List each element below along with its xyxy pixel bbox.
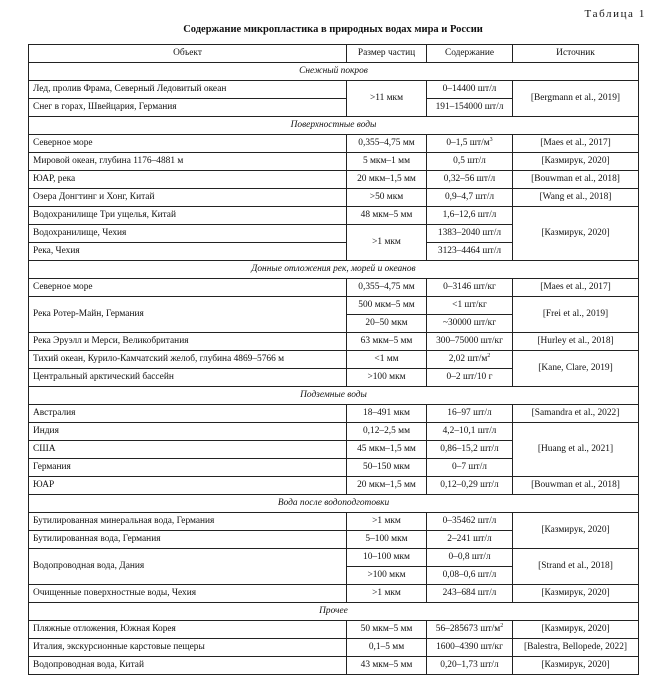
cell-content: 0–3146 шт/кг — [427, 279, 513, 297]
cell-size: 0,1–5 мм — [347, 639, 427, 657]
unit-exponent: 3 — [489, 136, 493, 143]
cell-content: 300–75000 шт/кг — [427, 333, 513, 351]
cell-source: [Huang et al., 2021] — [513, 423, 639, 477]
cell-source: [Казмирук, 2020] — [513, 621, 639, 639]
table-row — [29, 171, 639, 189]
section-title: Донные отложения рек, морей и океанов — [29, 261, 639, 279]
cell-object: ЮАР — [29, 477, 347, 495]
cell-content: 0,5 шт/л — [427, 153, 513, 171]
cell-size: 5 мкм–1 мм — [347, 153, 427, 171]
table-row — [29, 549, 639, 567]
section-title: Прочее — [29, 603, 639, 621]
cell-object: Мировой океан, глубина 1176–4881 м — [29, 153, 347, 171]
cell-source: [Hurley et al., 2018] — [513, 333, 639, 351]
section-row — [29, 117, 639, 135]
cell-source: [Balestra, Bellopede, 2022] — [513, 639, 639, 657]
content-value: 56–285673 шт/м — [435, 624, 501, 634]
cell-content: 16–97 шт/л — [427, 405, 513, 423]
cell-content: 2–241 шт/л — [427, 531, 513, 549]
table-row — [29, 153, 639, 171]
cell-size: 500 мкм–5 мм — [347, 297, 427, 315]
table-row — [29, 405, 639, 423]
cell-content: 191–154000 шт/л — [427, 99, 513, 117]
cell-source: [Казмирук, 2020] — [513, 657, 639, 675]
cell-size: 43 мкм–5 мм — [347, 657, 427, 675]
cell-content — [427, 351, 513, 369]
table-row — [29, 513, 639, 531]
table-row — [29, 81, 639, 99]
cell-size: 5–100 мкм — [347, 531, 427, 549]
cell-size: 0,12–2,5 мм — [347, 423, 427, 441]
cell-size: 0,355–4,75 мм — [347, 279, 427, 297]
cell-object: Индия — [29, 423, 347, 441]
cell-size: 0,355–4,75 мм — [347, 135, 427, 153]
table-row — [29, 189, 639, 207]
cell-size: 63 мкм–5 мм — [347, 333, 427, 351]
cell-content: 1600–4390 шт/кг — [427, 639, 513, 657]
cell-content: 0–35462 шт/л — [427, 513, 513, 531]
section-row — [29, 495, 639, 513]
cell-size: 20 мкм–1,5 мм — [347, 477, 427, 495]
cell-object: США — [29, 441, 347, 459]
section-title: Вода после водоподготовки — [29, 495, 639, 513]
cell-size: <1 мм — [347, 351, 427, 369]
cell-object: Лед, пролив Фрама, Северный Ледовитый океан — [29, 81, 347, 99]
table-row — [29, 423, 639, 441]
cell-size: 20 мкм–1,5 мм — [347, 171, 427, 189]
section-row — [29, 63, 639, 81]
cell-source: [Samandra et al., 2022] — [513, 405, 639, 423]
unit-exponent: 2 — [500, 622, 504, 629]
cell-object: Очищенные поверхностные воды, Чехия — [29, 585, 347, 603]
table-row — [29, 351, 639, 369]
cell-object: Пляжные отложения, Южная Корея — [29, 621, 347, 639]
cell-content: 0,86–15,2 шт/л — [427, 441, 513, 459]
cell-size: >1 мкм — [347, 225, 427, 261]
cell-object: Австралия — [29, 405, 347, 423]
cell-object: Река Ротер-Майн, Германия — [29, 297, 347, 333]
section-title: Подземные воды — [29, 387, 639, 405]
cell-size: >1 мкм — [347, 585, 427, 603]
cell-object: Водопроводная вода, Китай — [29, 657, 347, 675]
cell-content: 0,32–56 шт/л — [427, 171, 513, 189]
cell-object: Северное море — [29, 279, 347, 297]
cell-content: 1383–2040 шт/л — [427, 225, 513, 243]
cell-object: Германия — [29, 459, 347, 477]
cell-source: [Казмирук, 2020] — [513, 153, 639, 171]
header-source: Источник — [513, 45, 639, 63]
cell-object: Центральный арктический бассейн — [29, 369, 347, 387]
section-title: Снежный покров — [29, 63, 639, 81]
cell-object: Бутилированная минеральная вода, Германия — [29, 513, 347, 531]
cell-object: Река, Чехия — [29, 243, 347, 261]
cell-object: Водохранилище Три ущелья, Китай — [29, 207, 347, 225]
cell-content: 0–2 шт/10 г — [427, 369, 513, 387]
section-row — [29, 387, 639, 405]
section-row — [29, 261, 639, 279]
cell-content: ~30000 шт/кг — [427, 315, 513, 333]
cell-object: Бутилированная вода, Германия — [29, 531, 347, 549]
cell-content: 4,2–10,1 шт/л — [427, 423, 513, 441]
section-row — [29, 603, 639, 621]
cell-size: 20–50 мкм — [347, 315, 427, 333]
microplastics-table — [28, 44, 639, 675]
cell-source: [Maes et al., 2017] — [513, 279, 639, 297]
cell-size: 18–491 мкм — [347, 405, 427, 423]
cell-object: Тихий океан, Курило-Камчатский желоб, глубина 4869–5766 м — [29, 351, 347, 369]
cell-source: [Kane, Clare, 2019] — [513, 351, 639, 387]
cell-object: Озера Донгтинг и Хонг, Китай — [29, 189, 347, 207]
table-row — [29, 135, 639, 153]
cell-size: >100 мкм — [347, 369, 427, 387]
cell-content — [427, 621, 513, 639]
cell-content: 0,12–0,29 шт/л — [427, 477, 513, 495]
cell-object: Италия, экскурсионные карстовые пещеры — [29, 639, 347, 657]
cell-source: [Bouwman et al., 2018] — [513, 171, 639, 189]
table-row — [29, 585, 639, 603]
cell-size: 10–100 мкм — [347, 549, 427, 567]
cell-content: 1,6–12,6 шт/л — [427, 207, 513, 225]
cell-source: [Казмирук, 2020] — [513, 207, 639, 261]
cell-content: 0–7 шт/л — [427, 459, 513, 477]
cell-source: [Wang et al., 2018] — [513, 189, 639, 207]
cell-source: [Maes et al., 2017] — [513, 135, 639, 153]
cell-size: >11 мкм — [347, 81, 427, 117]
table-row — [29, 639, 639, 657]
content-value: 2,02 шт/м — [448, 354, 488, 364]
cell-source: [Казмирук, 2020] — [513, 585, 639, 603]
cell-content: 0–14400 шт/л — [427, 81, 513, 99]
cell-source: [Strand et al., 2018] — [513, 549, 639, 585]
cell-object: Река Эруэлл и Мерси, Великобритания — [29, 333, 347, 351]
table-row — [29, 477, 639, 495]
cell-content: <1 шт/кг — [427, 297, 513, 315]
table-number: Таблица 1 — [584, 8, 646, 20]
table-title: Содержание микропластика в природных водах мира и России — [183, 24, 483, 35]
cell-size: >100 мкм — [347, 567, 427, 585]
cell-content: 0–0,8 шт/л — [427, 549, 513, 567]
cell-source: [Bergmann et al., 2019] — [513, 81, 639, 117]
table-row — [29, 621, 639, 639]
cell-object: Водопроводная вода, Дания — [29, 549, 347, 585]
cell-content: 0,08–0,6 шт/л — [427, 567, 513, 585]
cell-source: [Bouwman et al., 2018] — [513, 477, 639, 495]
header-object: Объект — [29, 45, 347, 63]
cell-object: Водохранилище, Чехия — [29, 225, 347, 243]
cell-content: 243–684 шт/л — [427, 585, 513, 603]
cell-content: 0,9–4,7 шт/л — [427, 189, 513, 207]
cell-size: >1 мкм — [347, 513, 427, 531]
cell-size: >50 мкм — [347, 189, 427, 207]
section-title: Поверхностные воды — [29, 117, 639, 135]
cell-content: 0,20–1,73 шт/л — [427, 657, 513, 675]
table-row — [29, 657, 639, 675]
cell-content — [427, 135, 513, 153]
cell-size: 50 мкм–5 мм — [347, 621, 427, 639]
cell-size: 50–150 мкм — [347, 459, 427, 477]
header-content: Содержание — [427, 45, 513, 63]
cell-size: 48 мкм–5 мм — [347, 207, 427, 225]
cell-object: Снег в горах, Швейцария, Германия — [29, 99, 347, 117]
content-value: 0–1,5 шт/м — [446, 138, 490, 148]
table-row — [29, 297, 639, 315]
cell-object: ЮАР, река — [29, 171, 347, 189]
header-row — [29, 45, 639, 63]
table-row — [29, 333, 639, 351]
cell-source: [Frei et al., 2019] — [513, 297, 639, 333]
table-row — [29, 207, 639, 225]
cell-object: Северное море — [29, 135, 347, 153]
cell-content: 3123–4464 шт/л — [427, 243, 513, 261]
header-size: Размер частиц — [347, 45, 427, 63]
cell-size: 45 мкм–1,5 мм — [347, 441, 427, 459]
table-row — [29, 279, 639, 297]
cell-source: [Казмирук, 2020] — [513, 513, 639, 549]
unit-exponent: 2 — [487, 352, 491, 359]
